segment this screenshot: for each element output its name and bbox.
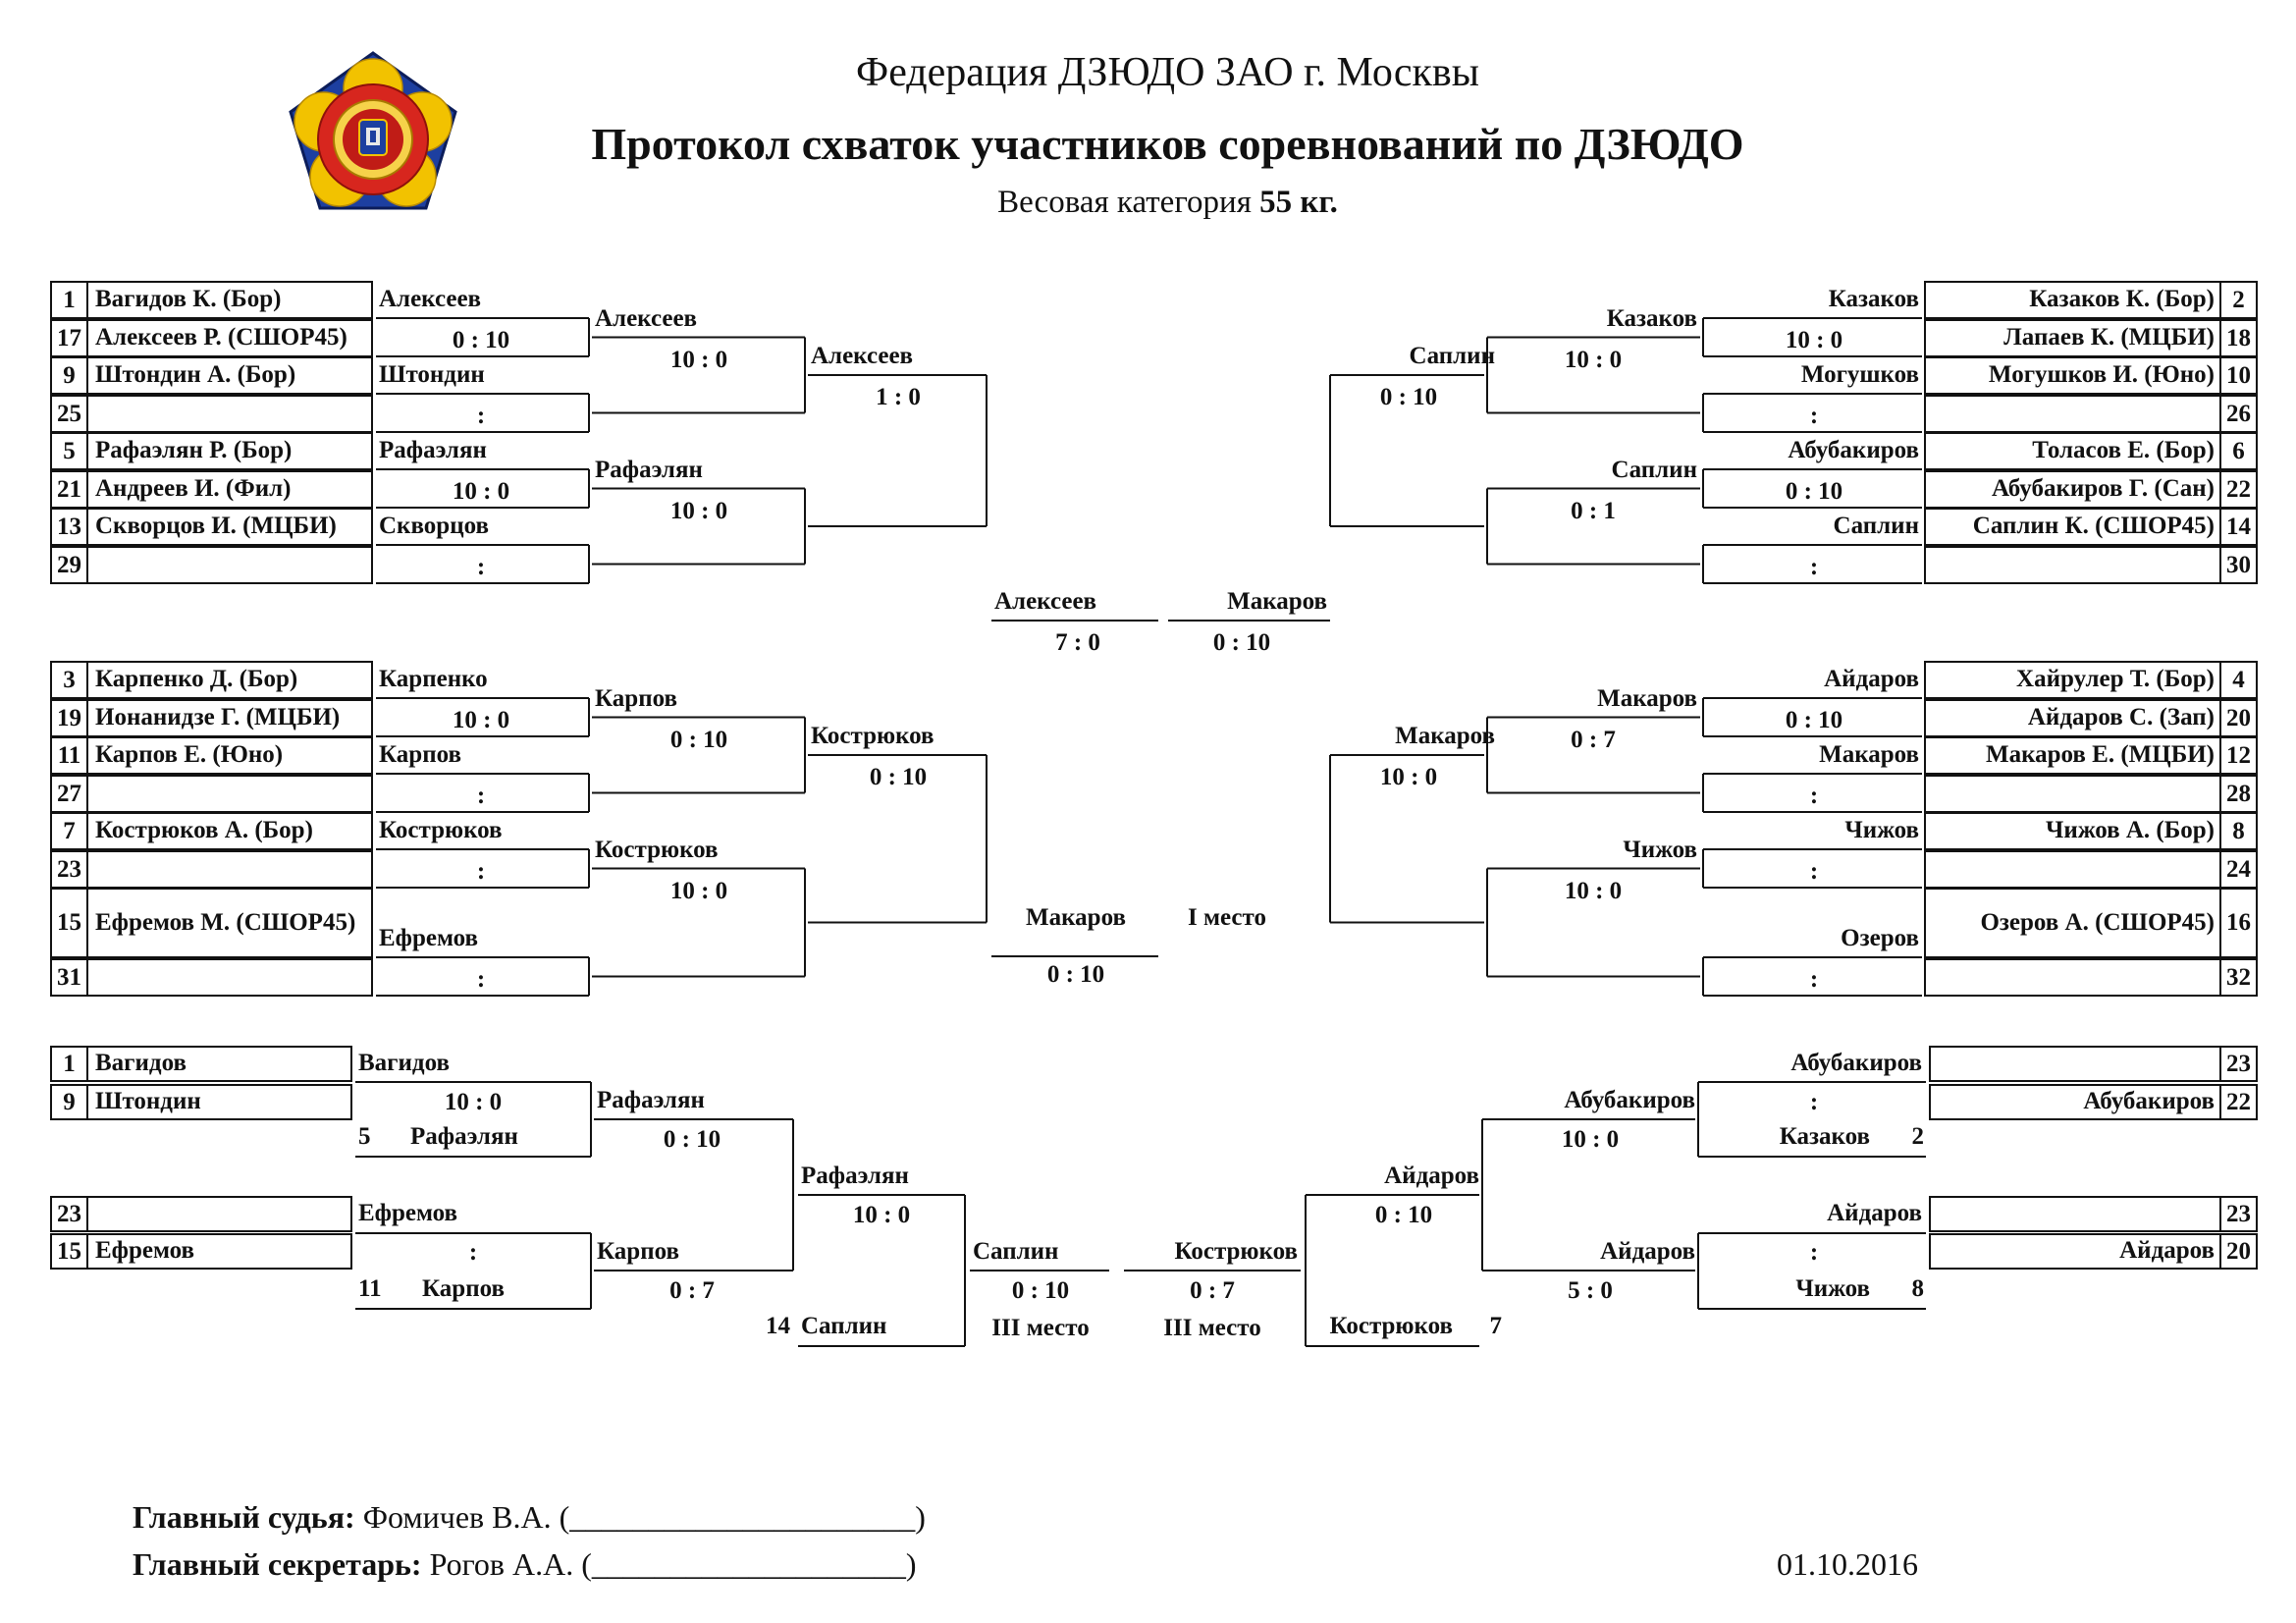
right-r2-winner: Макаров — [1597, 684, 1697, 712]
right-r1-score: 10 : 0 — [1785, 327, 1843, 353]
rep-right-join2-name: Чижов — [1795, 1275, 1870, 1302]
participant-plate-right — [1924, 850, 2258, 889]
right-r1-score: : — [1809, 783, 1819, 809]
right-semi-score: 0 : 10 — [1212, 629, 1271, 656]
participant-number: 23 — [52, 1198, 88, 1230]
participant-number: 30 — [2219, 548, 2256, 582]
final-winner: Макаров — [1026, 904, 1126, 931]
participant-plate-left — [50, 432, 373, 470]
participant-plate-left — [50, 736, 373, 775]
participant-number: 11 — [52, 738, 88, 773]
participant-name: Вагидов — [95, 1050, 187, 1077]
participant-name — [95, 397, 367, 431]
participant-plate-right — [1924, 736, 2258, 775]
participant-plate-right — [1924, 508, 2258, 546]
participant-name — [95, 960, 367, 995]
right-r2-score: 10 : 0 — [1564, 346, 1623, 373]
rep-left-join2-num: 11 — [358, 1275, 382, 1302]
right-r1-winner: Макаров — [1819, 741, 1919, 768]
left-r1-winner: Ефремов — [379, 925, 479, 951]
left-r3-score: 0 : 10 — [869, 764, 928, 790]
rep-right-bronze-winner: Кострюков — [1174, 1238, 1298, 1265]
left-r1-winner: Рафаэлян — [379, 437, 487, 463]
participant-name — [95, 1198, 347, 1230]
participant-name: Алексеев Р. (СШОР45) — [95, 324, 347, 352]
rep-left-join2-name: Карпов — [422, 1275, 505, 1302]
left-r1-winner: Кострюков — [379, 817, 503, 843]
left-r2-winner: Алексеев — [595, 304, 698, 332]
participant-name: Озеров А. (СШОР45) — [1980, 908, 2215, 936]
participant-name: Скворцов И. (МЦБИ) — [95, 513, 337, 540]
rep-left-m5-score: 10 : 0 — [852, 1202, 911, 1228]
weight-category-value: 55 кг. — [1259, 185, 1338, 220]
rep-left-m1-winner: Вагидов — [358, 1050, 450, 1076]
left-r2-score: 10 : 0 — [669, 346, 728, 373]
participant-name: Лапаев К. (МЦБИ) — [2003, 324, 2215, 352]
participant-plate-left — [50, 850, 373, 889]
participant-number: 9 — [52, 358, 88, 393]
rep-left-m5-winner: Рафаэлян — [801, 1163, 909, 1189]
left-r1-winner: Скворцов — [379, 513, 489, 539]
right-r1-winner: Айдаров — [1824, 666, 1919, 692]
repechage-plate-right — [1929, 1046, 2258, 1082]
participant-name: Вагидов К. (Бор) — [95, 286, 282, 313]
participant-name: Ефремов М. (СШОР45) — [95, 908, 356, 936]
participant-name: Толасов Е. (Бор) — [2032, 437, 2215, 464]
chief-secretary-name: Рогов А.А. (____________________) — [429, 1546, 917, 1582]
participant-number: 20 — [2219, 1235, 2256, 1268]
participant-name: Чижов А. (Бор) — [2045, 817, 2215, 844]
repechage-plate-left — [50, 1046, 352, 1082]
participant-plate-left — [50, 699, 373, 737]
right-semi-winner: Макаров — [1227, 588, 1327, 615]
right-r1-score: : — [1809, 966, 1819, 993]
participant-number: 22 — [2219, 1086, 2256, 1118]
participant-number: 1 — [52, 1048, 88, 1080]
participant-number: 23 — [2219, 1198, 2256, 1230]
participant-name — [95, 852, 367, 887]
protocol-date: 01.10.2016 — [1777, 1546, 1918, 1582]
participant-number: 15 — [52, 1235, 88, 1268]
left-r3-winner: Кострюков — [811, 723, 934, 749]
participant-plate-right — [1924, 546, 2258, 584]
participant-number: 23 — [52, 852, 88, 887]
participant-name: Штондин А. (Бор) — [95, 361, 296, 389]
participant-name: Карпенко Д. (Бор) — [95, 666, 298, 693]
left-r1-winner: Штондин — [379, 361, 485, 388]
participant-name: Хайрулер Т. (Бор) — [2016, 666, 2215, 693]
participant-number: 8 — [2219, 814, 2256, 848]
right-r3-score: 10 : 0 — [1379, 764, 1438, 790]
left-r2-winner: Карпов — [595, 684, 677, 712]
rep-left-bronze-winner: Саплин — [973, 1238, 1059, 1265]
participant-name: Карпов Е. (Юно) — [95, 741, 284, 769]
left-r1-score: : — [476, 783, 486, 809]
participant-number: 6 — [2219, 434, 2256, 468]
participant-name — [1930, 548, 2215, 582]
rep-right-m4-winner: Айдаров — [1600, 1238, 1695, 1265]
participant-number: 20 — [2219, 701, 2256, 735]
final-place: I место — [1188, 904, 1266, 931]
left-r1-score: 0 : 10 — [452, 327, 510, 353]
participant-plate-right — [1924, 395, 2258, 433]
left-r1-score: : — [476, 858, 486, 885]
right-r2-winner: Саплин — [1611, 456, 1697, 483]
participant-number: 29 — [52, 548, 88, 582]
right-r2-winner: Казаков — [1606, 304, 1697, 332]
participant-number: 31 — [52, 960, 88, 995]
participant-name: Макаров Е. (МЦБИ) — [1986, 741, 2215, 769]
participant-plate-left — [50, 356, 373, 395]
rep-right-m1-winner: Абубакиров — [1790, 1050, 1922, 1076]
participant-plate-left — [50, 775, 373, 813]
page-title: Протокол схваток участников соревнований по ДЗЮДО — [591, 119, 1744, 169]
participant-plate-right — [1924, 661, 2258, 699]
repechage-plate-right — [1929, 1233, 2258, 1270]
right-r1-winner: Казаков — [1828, 286, 1919, 312]
right-r2-score: 0 : 7 — [1571, 726, 1616, 753]
rep-right-m4-score: 5 : 0 — [1568, 1277, 1613, 1304]
participant-plate-left — [50, 319, 373, 357]
participant-plate-left — [50, 546, 373, 584]
left-semi-score: 7 : 0 — [1055, 629, 1100, 656]
participant-name: Айдаров С. (Зап) — [2027, 704, 2215, 731]
left-r1-winner: Алексеев — [379, 286, 482, 312]
participant-number: 3 — [52, 663, 88, 697]
right-r3-score: 0 : 10 — [1379, 384, 1438, 410]
participant-plate-left — [50, 888, 373, 958]
left-r2-winner: Кострюков — [595, 836, 719, 863]
participant-number: 16 — [2219, 890, 2256, 956]
participant-plate-left — [50, 281, 373, 319]
rep-left-m3-winner: Ефремов — [358, 1200, 458, 1226]
participant-name — [95, 777, 367, 811]
rep-right-join3-name: Кострюков — [1329, 1313, 1453, 1339]
participant-number: 4 — [2219, 663, 2256, 697]
participant-plate-right — [1924, 888, 2258, 958]
left-r3-winner: Алексеев — [811, 343, 914, 369]
left-r2-score: 10 : 0 — [669, 497, 728, 524]
final-score: 0 : 10 — [1046, 961, 1105, 988]
rep-left-join1-name: Рафаэлян — [410, 1123, 518, 1150]
participant-number: 1 — [52, 283, 88, 317]
left-r1-winner: Карпов — [379, 741, 461, 768]
right-r1-winner: Могушков — [1800, 361, 1919, 388]
right-r1-winner: Чижов — [1844, 817, 1919, 843]
participant-plate-right — [1924, 281, 2258, 319]
participant-number: 2 — [2219, 283, 2256, 317]
participant-plate-right — [1924, 812, 2258, 850]
right-r1-score: 0 : 10 — [1785, 707, 1843, 733]
participant-name: Ефремов — [95, 1237, 195, 1265]
rep-right-m2-score: 10 : 0 — [1561, 1126, 1620, 1153]
federation-name: Федерация ДЗЮДО ЗАО г. Москвы — [856, 50, 1479, 95]
right-r1-score: : — [1809, 403, 1819, 429]
rep-right-m5-winner: Айдаров — [1384, 1163, 1479, 1189]
rep-right-m2-winner: Абубакиров — [1564, 1087, 1695, 1113]
participant-plate-left — [50, 470, 373, 509]
rep-left-bronze-place: III место — [991, 1315, 1090, 1341]
right-r1-winner: Озеров — [1841, 925, 1919, 951]
participant-name — [1930, 852, 2215, 887]
participant-name: Андреев И. (Фил) — [95, 475, 292, 503]
participant-number: 14 — [2219, 510, 2256, 544]
participant-number: 23 — [2219, 1048, 2256, 1080]
rep-right-m1-score: : — [1809, 1089, 1819, 1115]
right-r2-winner: Чижов — [1623, 836, 1697, 863]
participant-name — [1930, 777, 2215, 811]
rep-right-join1-num: 2 — [1911, 1123, 1924, 1150]
chief-judge-name: Фомичев В.А. (______________________) — [362, 1499, 926, 1535]
participant-number: 18 — [2219, 321, 2256, 355]
right-r1-score: : — [1809, 858, 1819, 885]
rep-right-join2-num: 8 — [1911, 1275, 1924, 1302]
repechage-plate-right — [1929, 1084, 2258, 1120]
rep-left-join3-num: 14 — [766, 1313, 790, 1339]
participant-name: Саплин К. (СШОР45) — [1972, 513, 2215, 540]
rep-right-m3-score: : — [1809, 1239, 1819, 1266]
rep-right-bronze-score: 0 : 7 — [1190, 1277, 1235, 1304]
chief-secretary-label: Главный секретарь: — [133, 1546, 422, 1582]
rep-left-m1-score: 10 : 0 — [444, 1089, 503, 1115]
left-r1-score: 10 : 0 — [452, 478, 510, 505]
participant-name: Айдаров — [2119, 1237, 2215, 1265]
participant-name — [1930, 397, 2215, 431]
participant-number: 9 — [52, 1086, 88, 1118]
participant-name — [1935, 1048, 2215, 1080]
chief-secretary — [133, 1546, 917, 1583]
rep-left-m4-winner: Карпов — [597, 1238, 679, 1265]
participant-name: Казаков К. (Бор) — [2029, 286, 2215, 313]
participant-number: 25 — [52, 397, 88, 431]
right-r2-score: 10 : 0 — [1564, 877, 1623, 904]
rep-left-join3-name: Саплин — [801, 1313, 887, 1339]
participant-plate-left — [50, 812, 373, 850]
participant-name: Штондин — [95, 1088, 201, 1115]
participant-plate-right — [1924, 319, 2258, 357]
participant-name: Могушков И. (Юно) — [1988, 361, 2215, 389]
participant-name: Абубакиров Г. (Сан) — [1991, 475, 2215, 503]
left-r2-winner: Рафаэлян — [595, 456, 703, 483]
chief-judge-label: Главный судья: — [133, 1499, 355, 1535]
participant-plate-right — [1924, 470, 2258, 509]
participant-number: 28 — [2219, 777, 2256, 811]
left-r2-score: 10 : 0 — [669, 877, 728, 904]
left-r1-score: : — [476, 403, 486, 429]
participant-number: 17 — [52, 321, 88, 355]
participant-plate-left — [50, 508, 373, 546]
rep-right-join1-name: Казаков — [1779, 1123, 1870, 1150]
participant-plate-left — [50, 958, 373, 997]
participant-name — [95, 548, 367, 582]
rep-left-m3-score: : — [468, 1239, 478, 1266]
participant-number: 21 — [52, 472, 88, 507]
participant-name: Ионанидзе Г. (МЦБИ) — [95, 704, 341, 731]
left-semi-winner: Алексеев — [994, 588, 1097, 615]
participant-number: 32 — [2219, 960, 2256, 995]
right-r1-score: 0 : 10 — [1785, 478, 1843, 505]
repechage-plate-left — [50, 1196, 352, 1232]
rep-left-join1-num: 5 — [358, 1123, 371, 1150]
right-r1-winner: Саплин — [1833, 513, 1919, 539]
rep-right-bronze-place: III место — [1163, 1315, 1261, 1341]
left-r1-winner: Карпенко — [379, 666, 488, 692]
participant-number: 19 — [52, 701, 88, 735]
participant-number: 13 — [52, 510, 88, 544]
participant-plate-right — [1924, 432, 2258, 470]
participant-number: 26 — [2219, 397, 2256, 431]
participant-name — [1930, 960, 2215, 995]
participant-number: 10 — [2219, 358, 2256, 393]
weight-category-label: Весовая категория — [997, 185, 1252, 220]
rep-right-join3-num: 7 — [1489, 1313, 1502, 1339]
repechage-plate-left — [50, 1084, 352, 1120]
participant-plate-right — [1924, 775, 2258, 813]
left-r1-score: : — [476, 554, 486, 580]
right-r1-score: : — [1809, 554, 1819, 580]
participant-plate-left — [50, 395, 373, 433]
right-r3-winner: Макаров — [1395, 723, 1495, 749]
participant-number: 27 — [52, 777, 88, 811]
participant-name: Абубакиров — [2083, 1088, 2215, 1115]
participant-number: 12 — [2219, 738, 2256, 773]
participant-name — [1935, 1198, 2215, 1230]
repechage-plate-left — [50, 1233, 352, 1270]
participant-plate-right — [1924, 356, 2258, 395]
left-r3-score: 1 : 0 — [876, 384, 921, 410]
rep-left-m4-score: 0 : 7 — [669, 1277, 715, 1304]
right-r1-winner: Абубакиров — [1788, 437, 1919, 463]
participant-number: 7 — [52, 814, 88, 848]
left-r1-score: : — [476, 966, 486, 993]
rep-right-m5-score: 0 : 10 — [1374, 1202, 1433, 1228]
right-r2-score: 0 : 1 — [1571, 497, 1616, 524]
participant-number: 24 — [2219, 852, 2256, 887]
rep-right-m3-winner: Айдаров — [1827, 1200, 1922, 1226]
repechage-plate-right — [1929, 1196, 2258, 1232]
rep-left-m2-score: 0 : 10 — [663, 1126, 721, 1153]
left-r2-score: 0 : 10 — [669, 726, 728, 753]
rep-left-bronze-score: 0 : 10 — [1011, 1277, 1070, 1304]
participant-plate-right — [1924, 699, 2258, 737]
right-r3-winner: Саплин — [1409, 343, 1495, 369]
rep-left-m2-winner: Рафаэлян — [597, 1087, 705, 1113]
participant-number: 15 — [52, 890, 88, 956]
participant-plate-right — [1924, 958, 2258, 997]
participant-number: 22 — [2219, 472, 2256, 507]
left-r1-score: 10 : 0 — [452, 707, 510, 733]
chief-judge — [133, 1499, 926, 1536]
participant-plate-left — [50, 661, 373, 699]
participant-name: Кострюков А. (Бор) — [95, 817, 313, 844]
participant-name: Рафаэлян Р. (Бор) — [95, 437, 293, 464]
participant-number: 5 — [52, 434, 88, 468]
